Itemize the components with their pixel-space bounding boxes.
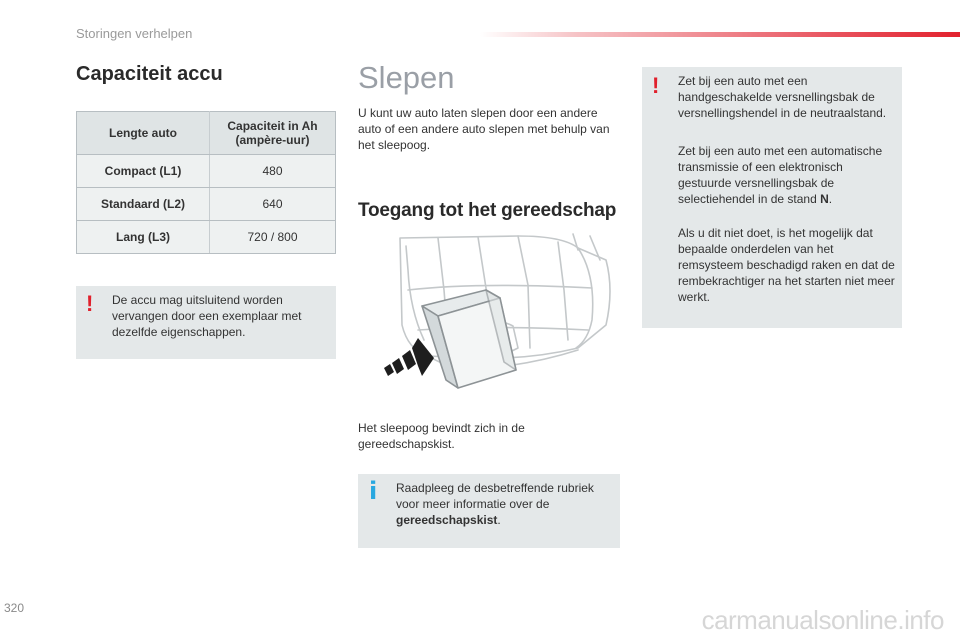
neutral-position-label: N <box>820 192 829 206</box>
table-row <box>77 188 336 221</box>
tool-access-heading: Toegang tot het gereedschap <box>358 200 617 221</box>
toolbox-reference: gereedschapskist <box>396 513 498 527</box>
battery-capacity-heading: Capaciteit accu <box>76 63 223 85</box>
table-row <box>77 155 336 188</box>
warning-icon: ! <box>86 291 94 316</box>
column-header-length: Lengte auto <box>77 112 210 155</box>
battery-warning-box <box>76 286 336 359</box>
header-accent-bar <box>480 32 960 37</box>
section-header-title: Storingen verhelpen <box>76 26 193 41</box>
table-cell: 640 <box>210 188 336 221</box>
manual-gearbox-text: Zet bij een auto met een handgeschakelde versnellingsbak de versnellingshendel in de neutraalstand. <box>678 74 887 120</box>
table-cell: Lang (L3) <box>77 221 210 254</box>
watermark: carmanualsonline.info <box>701 605 944 635</box>
table-header-row <box>77 112 336 155</box>
table-cell: Standaard (L2) <box>77 188 210 221</box>
toolbox-info-box <box>358 474 620 548</box>
automatic-gearbox-text: Zet bij een auto met een automatische transmissie of een elektronisch gestuurde versnellingsbak de selectiehendel in de stand N. <box>678 144 883 206</box>
warning-icon: ! <box>652 73 660 98</box>
page-number: 320 <box>4 601 25 615</box>
towing-warning-box <box>642 67 902 328</box>
table-cell: 480 <box>210 155 336 188</box>
towing-heading: Slepen <box>358 60 455 95</box>
battery-capacity-table <box>76 111 336 254</box>
towing-intro-text: U kunt uw auto laten slepen door een andere auto of een andere auto slepen met behulp van het sleepoog. <box>358 106 610 152</box>
table-row <box>77 221 336 254</box>
column-header-capacity: Capaciteit in Ah (ampère-uur) <box>210 112 336 155</box>
toolbox-info-text: Raadpleeg de desbetreffende rubriek voor meer informatie over de gereedschapskist. <box>396 481 594 527</box>
tow-eye-location-text: Het sleepoog bevindt zich in de gereedschapskist. <box>358 421 525 451</box>
table-cell: 720 / 800 <box>210 221 336 254</box>
toolbox-illustration <box>378 230 618 405</box>
info-icon: i <box>369 477 378 505</box>
table-cell: Compact (L1) <box>77 155 210 188</box>
battery-warning-text: De accu mag uitsluitend worden vervangen door een exemplaar met dezelfde eigenschappen. <box>112 293 302 339</box>
brake-damage-warning-text: Als u dit niet doet, is het mogelijk dat bepaalde onderdelen van het remsysteem beschadigd raken en dat de rembekrachtiger na het starten niet meer werkt. <box>678 226 895 304</box>
